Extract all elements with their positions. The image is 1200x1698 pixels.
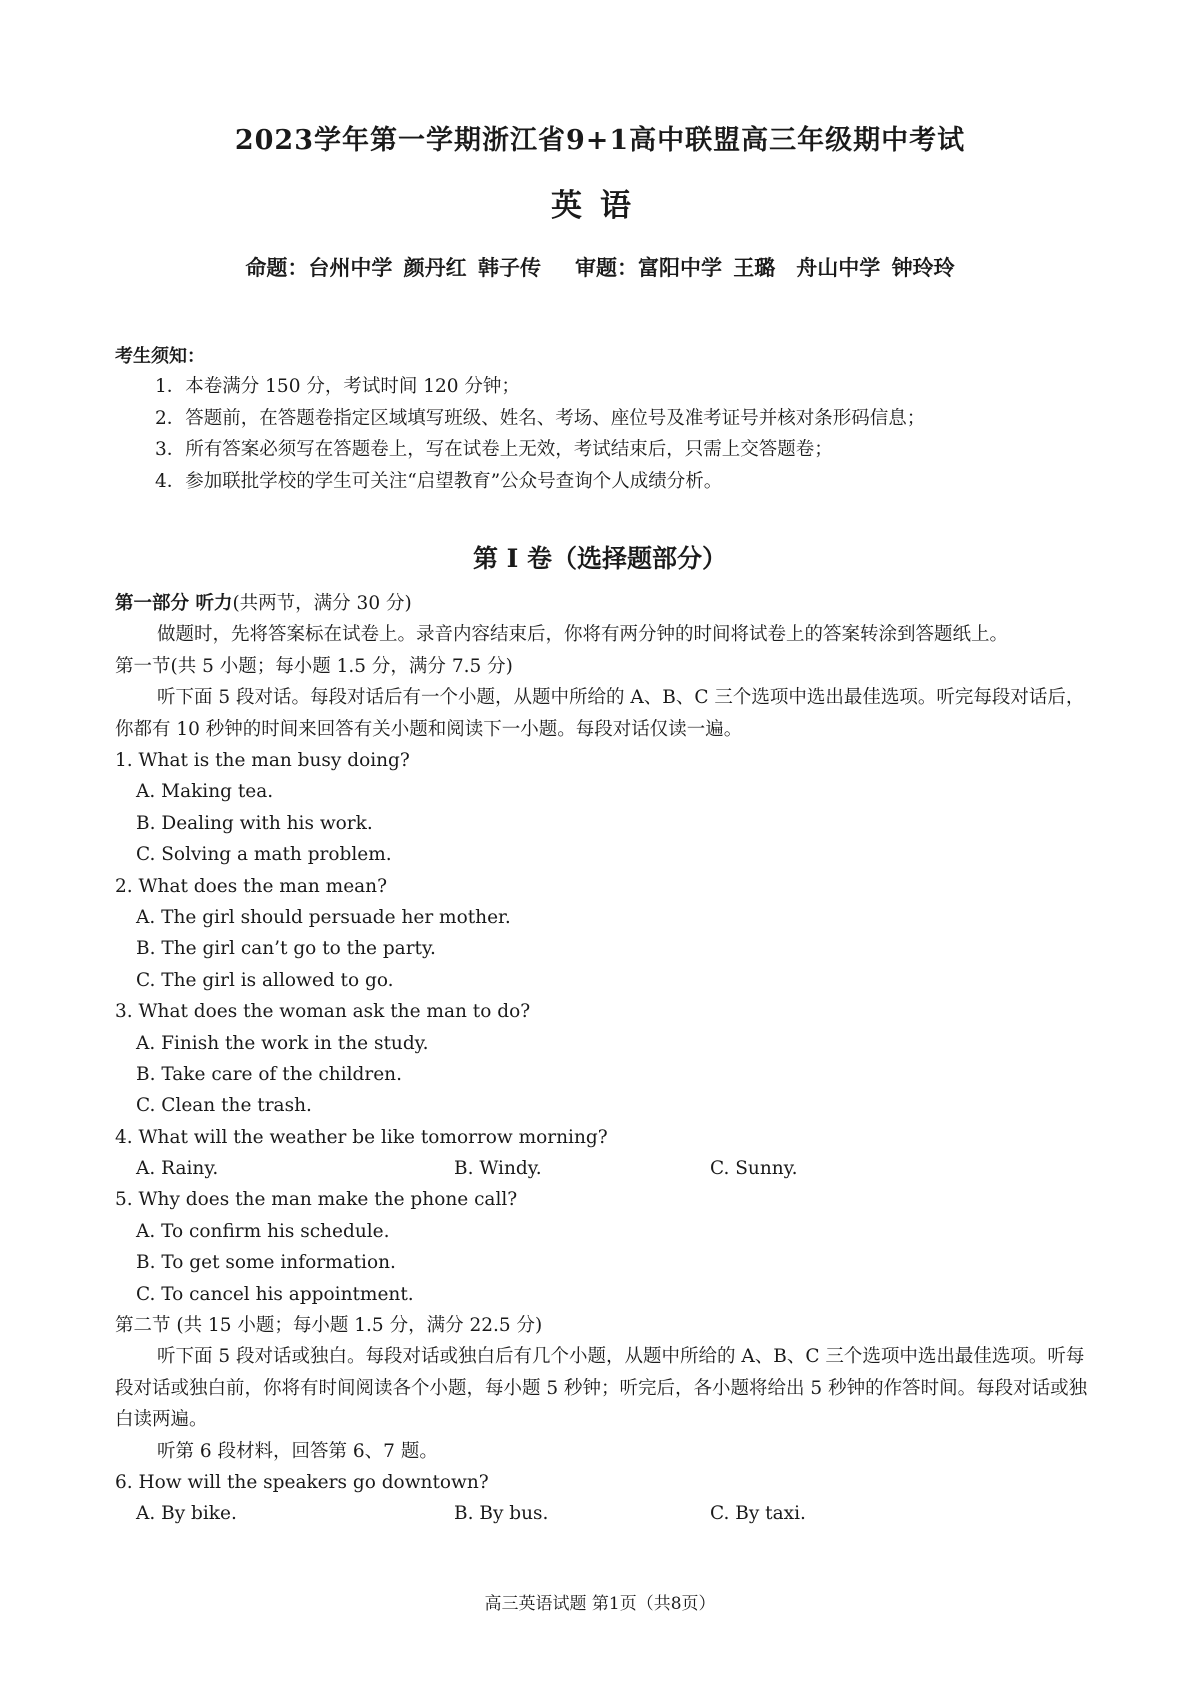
option-b: B. The girl can’t go to the party.: [136, 938, 436, 960]
exam-title: 2023学年第一学期浙江省9+1高中联盟高三年级期中考试: [234, 125, 966, 156]
authors-line: [0, 252, 1200, 282]
notice-item: 4．参加联批学校的学生可关注“启望教育”公众号查询个人成绩分析。: [155, 470, 723, 492]
notice-item: 3．所有答案必须写在答题卷上，写在试卷上无效，考试结束后，只需上交答题卷；: [155, 439, 833, 460]
notice-item: 2．答题前，在答题卷指定区域填写班级、姓名、考场、座位号及准考证号并核对条形码信息；: [155, 407, 926, 429]
option-row: [115, 1153, 1090, 1184]
option-c: C. To cancel his appointment.: [136, 1283, 414, 1305]
question-stem: 4. What will the weather be like tomorrow morning?: [115, 1126, 608, 1148]
option-c: C. By taxi.: [710, 1503, 806, 1525]
option-a: A. By bike.: [136, 1503, 237, 1525]
subject-title: 英语: [551, 188, 649, 224]
notice-heading: 考生须知：: [115, 346, 205, 367]
part-instruction: 做题时，先将答案标在试卷上。录音内容结束后，你将有两分钟的时间将试卷上的答案转涂到答题纸上。: [157, 624, 1009, 646]
section-instruction: 听下面 5 段对话或独白。每段对话或独白后有几个小题，从题中所给的 A、B、C 三个选项中选出最佳选项。听每段对话或独白前，你将有时间阅读各个小题，每小题 5 秒钟；听完后，各小题将给出 5 秒钟的作答时间。每段对话或独白读两遍。: [115, 1346, 1088, 1431]
question-stem: 2. What does the man mean?: [115, 875, 388, 897]
option-b: B. By bus.: [454, 1503, 549, 1525]
option-b: B. Dealing with his work.: [136, 812, 373, 834]
option-b: B. Take care of the children.: [136, 1063, 402, 1085]
question-stem: 5. Why does the man make the phone call?: [115, 1189, 518, 1211]
exam-body: [115, 588, 1090, 1530]
reviewers: 审题：富阳中学 王璐 舟山中学 钟玲玲: [575, 256, 955, 280]
material-note: 听第 6 段材料，回答第 6、7 题。: [157, 1440, 438, 1462]
option-c: C. Sunny.: [710, 1158, 798, 1180]
option-a: A. Making tea.: [136, 781, 274, 803]
option-c: C. Clean the trash.: [136, 1095, 312, 1117]
option-a: A. Rainy.: [136, 1158, 219, 1180]
option-b: B. To get some information.: [136, 1252, 396, 1274]
question-stem: 1. What is the man busy doing?: [115, 750, 410, 771]
part-heading: [115, 588, 1090, 619]
section-heading: 第一节(共 5 小题；每小题 1.5 分，满分 7.5 分): [115, 655, 513, 677]
option-c: C. Solving a math problem.: [136, 844, 392, 866]
setters: 命题：台州中学 颜丹红 韩子传: [245, 256, 541, 280]
part-heading-rest: (共两节，满分 30 分): [232, 593, 412, 614]
page-footer: 高三英语试题 第1页（共8页）: [484, 1594, 716, 1614]
option-a: A. To confirm his schedule.: [136, 1220, 390, 1242]
option-a: A. The girl should persuade her mother.: [136, 906, 511, 928]
part-heading-bold: 第一部分 听力: [115, 593, 233, 614]
option-a: A. Finish the work in the study.: [136, 1032, 429, 1054]
option-row: [115, 1498, 1090, 1529]
section-heading: 第二节 (共 15 小题；每小题 1.5 分，满分 22.5 分): [115, 1315, 543, 1337]
question-stem: 3. What does the woman ask the man to do?: [115, 1001, 531, 1023]
option-c: C. The girl is allowed to go.: [136, 969, 394, 991]
question-stem: 6. How will the speakers go downtown?: [115, 1472, 489, 1494]
section-instruction: 听下面 5 段对话。每段对话后有一个小题，从题中所给的 A、B、C 三个选项中选出最佳选项。听完每段对话后，你都有 10 秒钟的时间来回答有关小题和阅读下一小题。每段对话仅读一遍。: [115, 687, 1085, 740]
option-b: B. Windy.: [454, 1158, 542, 1180]
notice-item: 1．本卷满分 150 分，考试时间 120 分钟；: [155, 376, 520, 397]
volume-title: 第 I 卷（选择题部分）: [472, 544, 728, 573]
notice-list: [155, 371, 925, 497]
